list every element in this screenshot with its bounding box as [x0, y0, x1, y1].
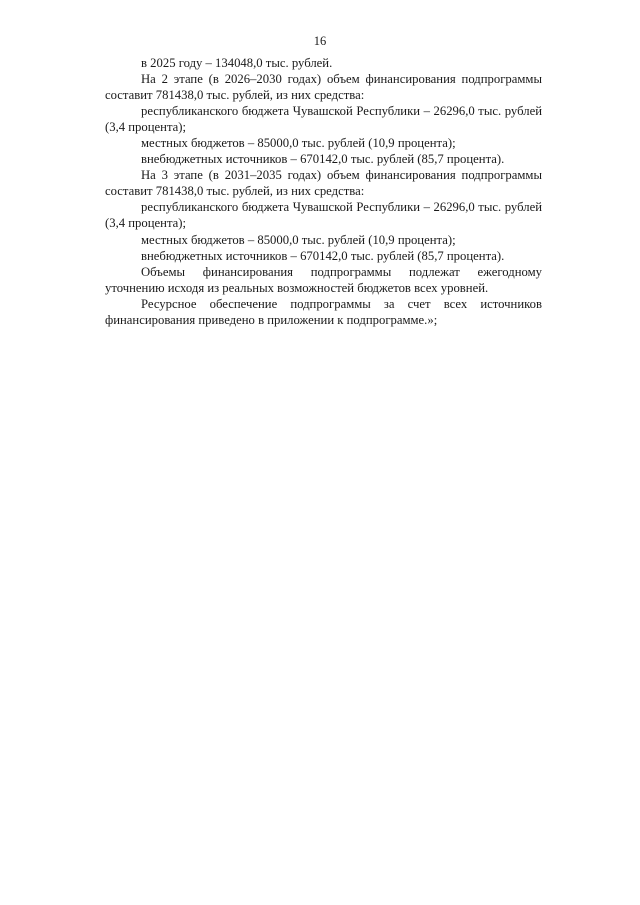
paragraph-annual-refinement: Объемы финансирования подпрограммы подлежат ежегодному уточнению исходя из реальных возможностей бюджетов всех уровней.	[105, 264, 542, 295]
paragraph-stage-3-republic-budget: республиканского бюджета Чувашской Республики – 26296,0 тыс. рублей (3,4 процента);	[105, 200, 542, 231]
paragraph-2025-amount: в 2025 году – 134048,0 тыс. рублей.	[141, 56, 333, 70]
page-body-text	[105, 55, 542, 328]
paragraph-stage-2-intro: На 2 этапе (в 2026–2030 годах) объем финансирования подпрограммы составит 781438,0 тыс. рублей, из них средства:	[105, 72, 542, 103]
paragraph-stage-3-intro: На 3 этапе (в 2031–2035 годах) объем финансирования подпрограммы составит 781438,0 тыс. рублей, из них средства:	[105, 168, 542, 199]
paragraph-resource-provision: Ресурсное обеспечение подпрограммы за счет всех источников финансирования приведено в приложении к подпрограмме.»;	[105, 296, 542, 327]
page-number: 16	[313, 34, 327, 48]
paragraph-stage-3-extrabudgetary: внебюджетных источников – 670142,0 тыс. рублей (85,7 процента).	[141, 248, 505, 263]
paragraph-stage-3-local-budgets: местных бюджетов – 85000,0 тыс. рублей (10,9 процента);	[141, 232, 456, 247]
paragraph-stage-2-extrabudgetary: внебюджетных источников – 670142,0 тыс. рублей (85,7 процента).	[141, 152, 505, 167]
paragraph-stage-2-republic-budget: республиканского бюджета Чувашской Республики – 26296,0 тыс. рублей (3,4 процента);	[105, 104, 542, 135]
paragraph-stage-2-local-budgets: местных бюджетов – 85000,0 тыс. рублей (10,9 процента);	[141, 136, 456, 151]
